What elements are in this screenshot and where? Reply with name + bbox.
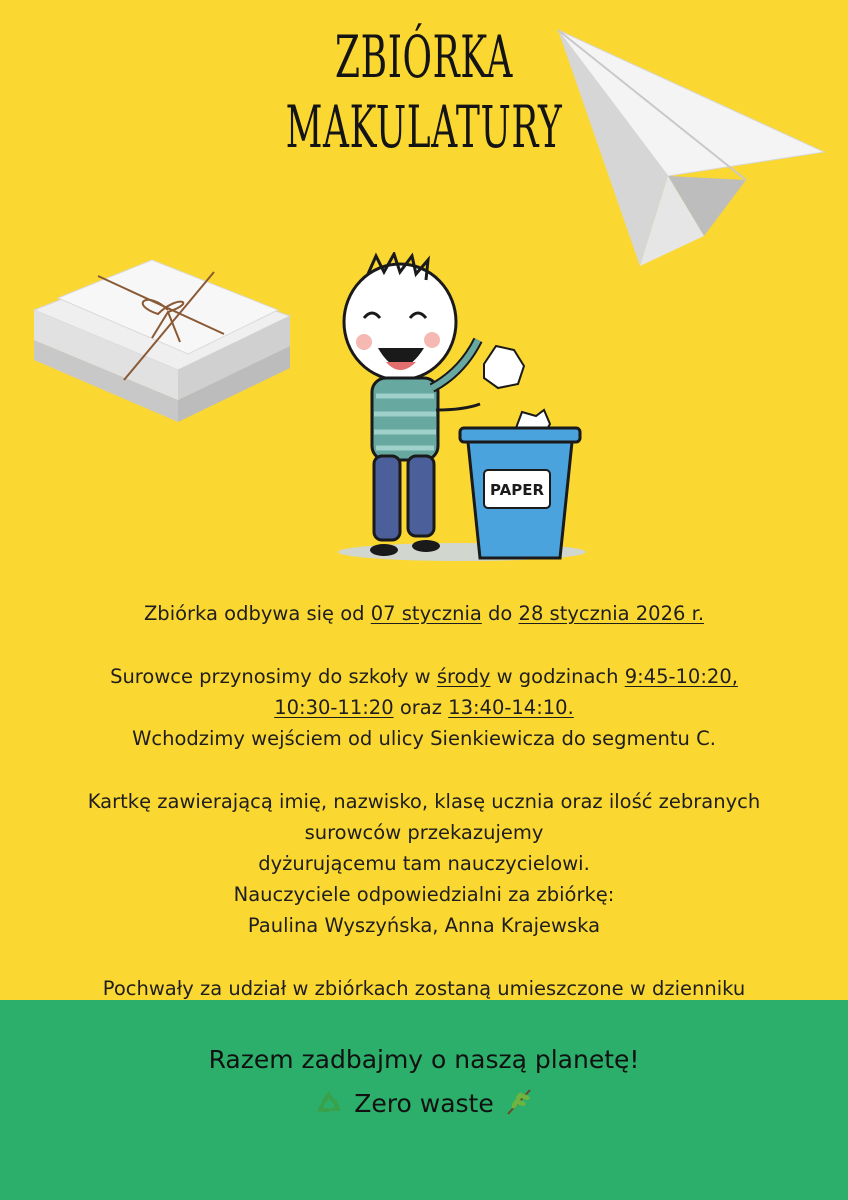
time-slot-1: 9:45-10:20,	[624, 665, 738, 688]
teachers-heading: Nauczyciele odpowiedzialni za zbiórkę:	[233, 883, 615, 906]
time-slot-3: 13:40-14:10.	[448, 696, 574, 719]
handover-line-1: Kartkę zawierającą imię, nazwisko, klasę ucznia oraz ilość zebranych	[87, 790, 761, 813]
entrance-line: Wchodzimy wejściem od ulicy Sienkiewicza do segmentu C.	[132, 727, 716, 750]
title-line-2: MAKULATURY	[285, 93, 563, 161]
dates-line: Zbiórka odbywa się od 07 stycznia do 28 stycznia 2026 r.	[143, 602, 705, 625]
newspaper-bundle-icon	[28, 250, 294, 452]
title-line-1: ZBIÓRKA	[335, 23, 513, 91]
end-date: 28 stycznia 2026 r.	[518, 602, 705, 625]
teachers-names: Paulina Wyszyńska, Anna Krajewska	[247, 914, 601, 937]
schedule-line: Surowce przynosimy do szkoły w środy w godzinach 9:45-10:20, 10:30-11:20 oraz 13:40-14:10.	[110, 665, 738, 719]
bin-label: PAPER	[489, 481, 545, 499]
praise-line-1: Pochwały za udział w zbiórkach zostaną umieszczone w dzienniku	[102, 977, 746, 1000]
footer-slogan: Razem zadbajmy o naszą planetę!	[208, 1045, 640, 1074]
footer-banner	[0, 1000, 848, 1200]
poster-body	[0, 598, 848, 1035]
recycle-icon	[314, 1088, 344, 1116]
zero-waste-line	[0, 1088, 848, 1118]
time-slot-2: 10:30-11:20	[274, 696, 394, 719]
handover-line-3: dyżurującemu tam nauczycielowi.	[258, 852, 590, 875]
start-date: 07 stycznia	[370, 602, 482, 625]
zero-waste-text: Zero waste	[354, 1089, 494, 1118]
boy-with-recycling-bin-icon	[328, 252, 590, 564]
handover-line-2: surowców przekazujemy	[304, 821, 544, 844]
paper-plane-icon	[556, 28, 828, 270]
collection-day: środy	[436, 665, 491, 688]
leaf-icon	[504, 1088, 534, 1116]
